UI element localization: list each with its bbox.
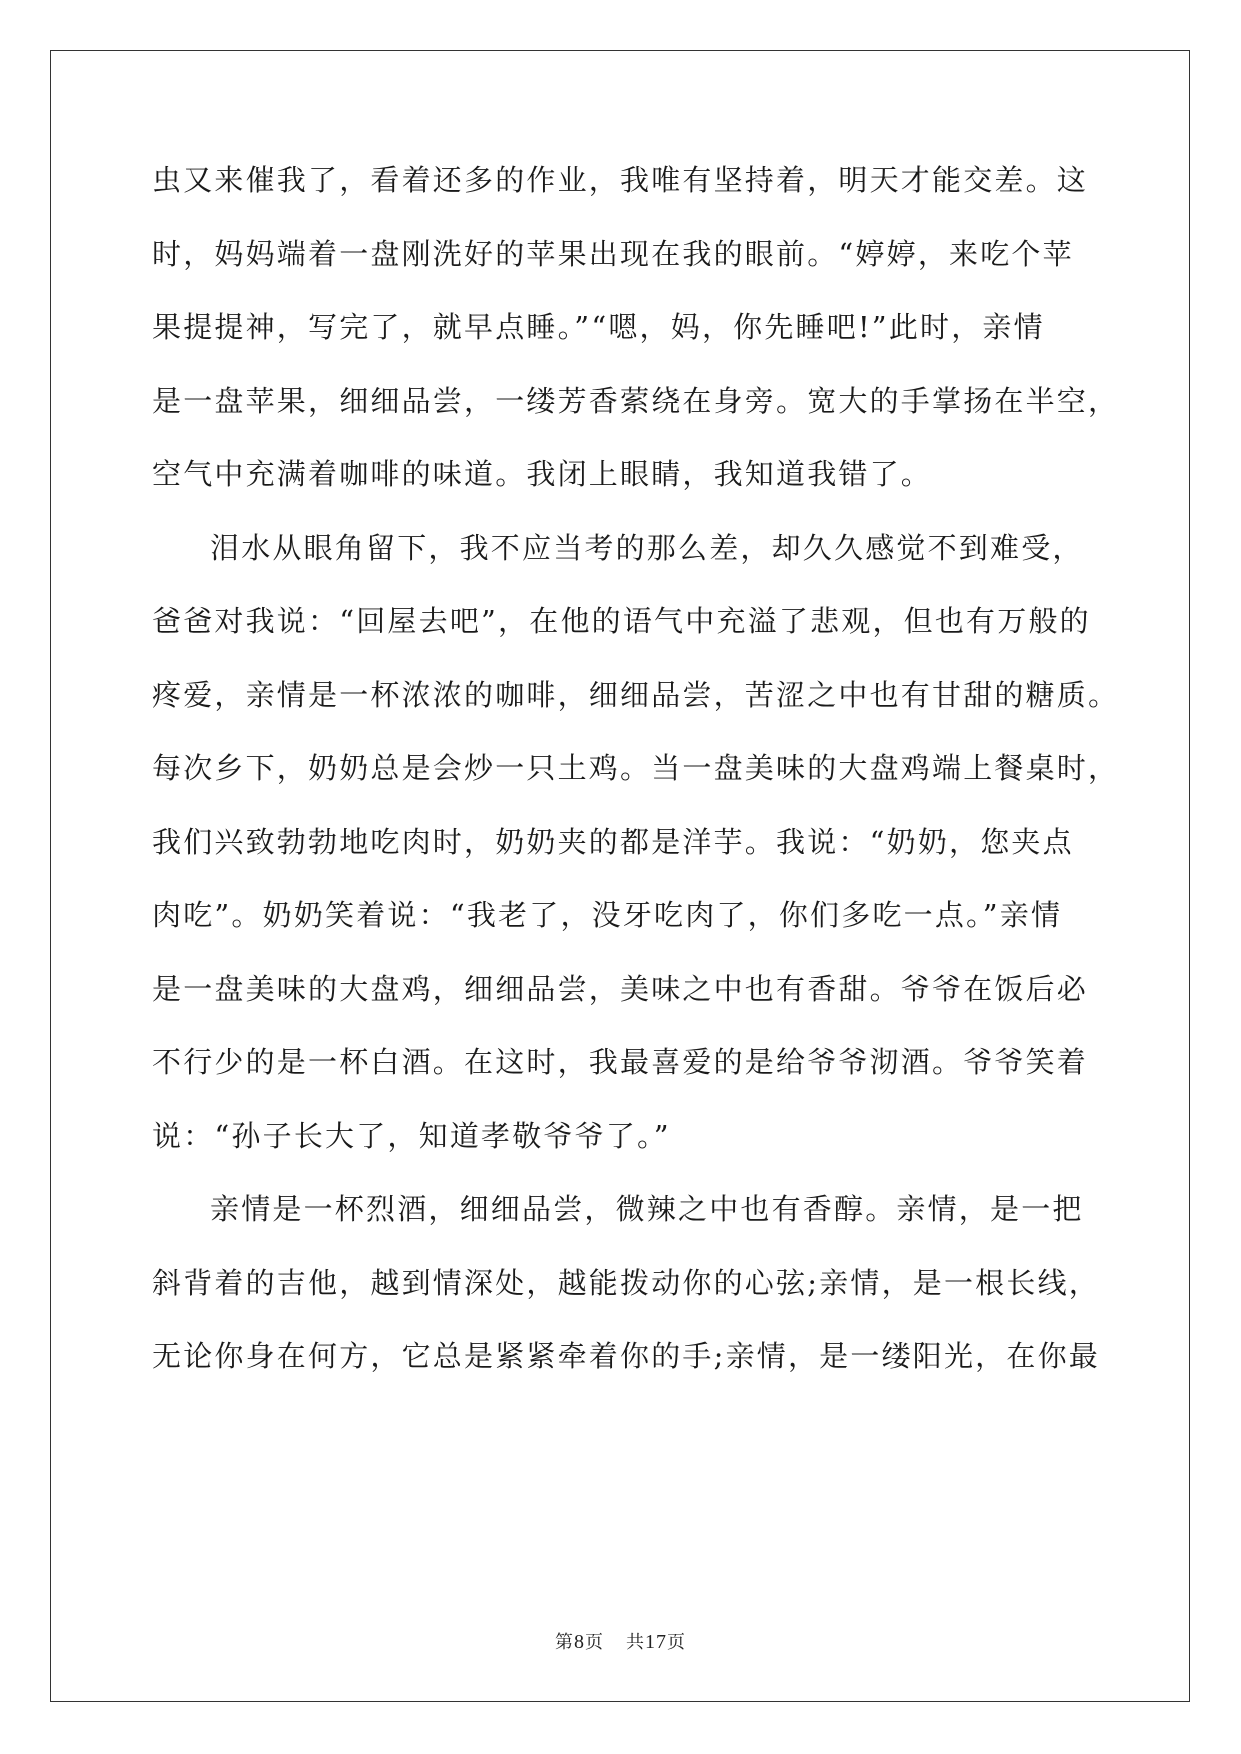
text-line: 空气中充满着咖啡的味道。我闭上眼睛，我知道我错了。: [152, 457, 933, 491]
text-line: 斜背着的吉他，越到情深处，越能拨动你的心弦;亲情，是一根长线，: [152, 1266, 1100, 1300]
text-line: 肉吃”。奶奶笑着说：“我老了，没牙吃肉了，你们多吃一点。”亲情: [152, 898, 1063, 932]
total-prefix: 共: [626, 1632, 645, 1653]
page-prefix: 第: [555, 1632, 574, 1653]
total-pages: 17: [645, 1631, 667, 1653]
page-footer: [0, 1628, 1241, 1654]
text-line: 疼爱，亲情是一杯浓浓的咖啡，细细品尝，苦涩之中也有甘甜的糖质。: [152, 678, 1120, 712]
page-number: 8: [574, 1631, 585, 1653]
text-line: 爸爸对我说：“回屋去吧”，在他的语气中充溢了悲观，但也有万般的: [152, 604, 1091, 638]
text-line: 每次乡下，奶奶总是会炒一只土鸡。当一盘美味的大盘鸡端上餐桌时，: [152, 751, 1120, 785]
page-suffix: 页: [585, 1632, 604, 1653]
total-suffix: 页: [667, 1632, 686, 1653]
text-line: 不行少的是一杯白酒。在这时，我最喜爱的是给爷爷沏酒。爷爷笑着: [152, 1045, 1089, 1079]
text-line: 说：“孙子长大了，知道孝敬爷爷了。”: [152, 1119, 671, 1153]
text-line: 时，妈妈端着一盘刚洗好的苹果出现在我的眼前。“婷婷，来吃个苹: [152, 237, 1074, 271]
text-line: 我们兴致勃勃地吃肉时，奶奶夹的都是洋芋。我说：“奶奶，您夹点: [152, 825, 1074, 859]
paragraph-start-line: 泪水从眼角留下，我不应当考的那么差，却久久感觉不到难受，: [210, 531, 1084, 565]
paragraph-start-line: 亲情是一杯烈酒，细细品尝，微辣之中也有香醇。亲情，是一把: [210, 1192, 1084, 1226]
text-line: 虫又来催我了，看着还多的作业，我唯有坚持着，明天才能交差。这: [152, 163, 1089, 197]
text-line: 是一盘苹果，细细品尝，一缕芳香萦绕在身旁。宽大的手掌扬在半空，: [152, 384, 1120, 418]
page-border: [50, 50, 1190, 1702]
text-line: 是一盘美味的大盘鸡，细细品尝，美味之中也有香甜。爷爷在饭后必: [152, 972, 1089, 1006]
text-line: 无论你身在何方，它总是紧紧牵着你的手;亲情，是一缕阳光，在你最: [152, 1339, 1100, 1373]
text-line: 果提提神，写完了，就早点睡。”“嗯，妈，你先睡吧!”此时，亲情: [152, 310, 1045, 344]
